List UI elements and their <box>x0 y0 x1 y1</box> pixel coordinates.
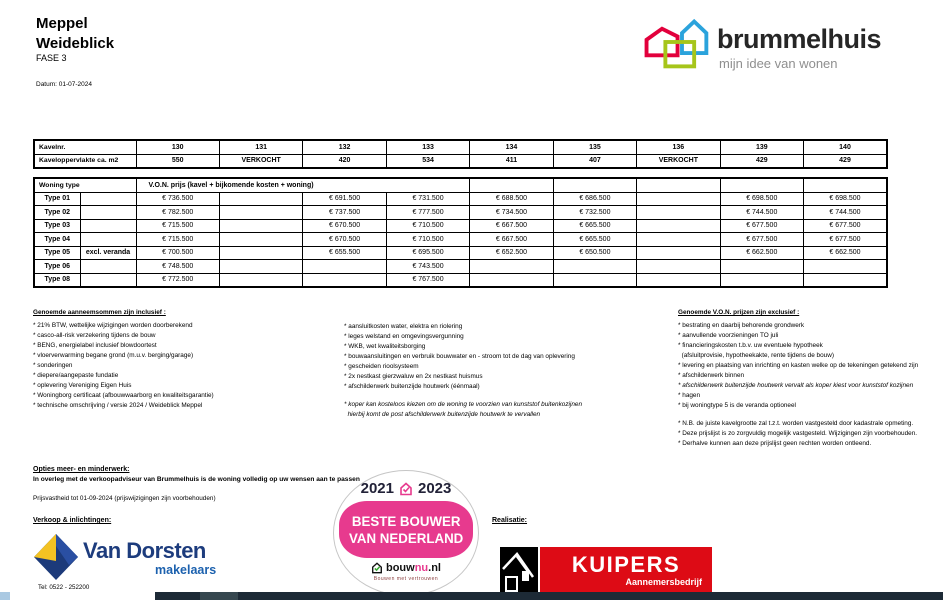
horizontal-scrollbar[interactable] <box>155 592 943 600</box>
opties-text: In overleg met de verkoopadviseur van Brummelhuis is de woning volledig op uw wensen aan te passen <box>33 476 360 483</box>
type-label: Type 06 <box>34 260 80 274</box>
note-line: * 21% BTW, wettelijke wijzigingen worden doorberekend <box>33 322 193 329</box>
kuipers-mark <box>500 547 538 594</box>
notes-included-heading: Genoemde aanneemsommen zijn inclusief : <box>33 309 166 316</box>
realisatie-heading: Realisatie: <box>492 517 528 524</box>
houses-icon <box>641 10 713 74</box>
price-cell <box>470 260 553 274</box>
logo-tagline: mijn idee van wonen <box>719 56 838 71</box>
price-cell: € 715.500 <box>136 233 219 247</box>
price-cell <box>219 260 302 274</box>
note-line: * afschilderwerk buitenzijde houtwerk vervalt als koper kiest voor kunststof kozijnen <box>678 382 914 389</box>
award-year-right: 2023 <box>418 480 452 497</box>
oppervlakte-label: Kaveloppervlakte ca. m2 <box>34 154 136 168</box>
scrollbar-corner <box>0 592 10 600</box>
price-cell: € 736.500 <box>136 192 219 206</box>
note-line: * afschilderwerk buitenzijde houtwerk (éénmaal) <box>344 383 480 390</box>
type-note <box>80 273 136 287</box>
price-cell: € 652.500 <box>470 246 553 260</box>
price-cell <box>804 260 888 274</box>
notes-middle-list <box>344 322 676 392</box>
oppervlakte-cell: 429 <box>720 154 803 168</box>
note-line: * bouwaansluitingen en verbruik bouwwater en - stroom tot de dag van oplevering <box>344 353 575 360</box>
award-year-left: 2021 <box>360 480 394 497</box>
kuipers-sub: Aannemersbedrijf <box>625 577 702 587</box>
kavelnr-label: Kavelnr. <box>34 140 136 154</box>
vandorsten-logo <box>33 531 253 583</box>
kavelnr-cell: 136 <box>637 140 720 154</box>
date-label: Datum: 01-07-2024 <box>36 81 93 88</box>
bouwnu-text: bouwnu.nl <box>385 562 441 574</box>
type-label: Type 05 <box>34 246 80 260</box>
kavelnr-row <box>34 140 887 154</box>
note-line: * Woningborg certificaat (afbouwwaarborg en kwaliteitsgarantie) <box>33 392 214 399</box>
type-note <box>80 206 136 220</box>
woning-type-label: Woning type <box>34 178 136 192</box>
price-cell: € 772.500 <box>136 273 219 287</box>
notes-middle-list-2 <box>344 400 676 420</box>
price-cell <box>219 273 302 287</box>
verkoop-heading: Verkoop & inlichtingen: <box>33 517 112 524</box>
brummelhuis-logo <box>641 8 931 78</box>
opties-heading: Opties meer- en minderwerk: <box>33 466 130 473</box>
price-cell: € 748.500 <box>136 260 219 274</box>
price-cell: € 710.500 <box>386 233 469 247</box>
price-header-row <box>34 178 887 192</box>
type-label: Type 03 <box>34 219 80 233</box>
price-cell <box>219 246 302 260</box>
kuipers-logo <box>500 547 712 594</box>
price-cell <box>637 233 720 247</box>
price-cell: € 677.500 <box>720 219 803 233</box>
tel-label: Tel: 0522 - 252200 <box>38 584 90 591</box>
price-cell: € 715.500 <box>136 219 219 233</box>
price-cell <box>219 206 302 220</box>
price-cell: € 734.500 <box>470 206 553 220</box>
note-line: (afsluitprovisie, hypotheekakte, rente tijdens de bouw) <box>678 352 834 359</box>
price-cell: € 743.500 <box>386 260 469 274</box>
price-cell: € 731.500 <box>386 192 469 206</box>
price-cell <box>219 233 302 247</box>
kuipers-nameplate <box>540 547 712 594</box>
price-cell <box>804 273 888 287</box>
price-cell <box>553 273 636 287</box>
empty-header-cell <box>470 178 553 192</box>
empty-header-cell <box>804 178 888 192</box>
notes-included <box>33 309 339 411</box>
price-cell: € 662.500 <box>720 246 803 260</box>
price-cell: € 670.500 <box>303 219 386 233</box>
price-cell: € 782.500 <box>136 206 219 220</box>
kavelnr-cell: 139 <box>720 140 803 154</box>
price-cell: € 710.500 <box>386 219 469 233</box>
logo-wordmark: brummelhuis <box>717 24 882 54</box>
type-label: Type 08 <box>34 273 80 287</box>
vandorsten-name: Van Dorsten <box>83 538 206 563</box>
note-line: * hagen <box>678 392 701 399</box>
oppervlakte-cell: 534 <box>386 154 469 168</box>
price-cell: € 677.500 <box>720 233 803 247</box>
oppervlakte-cell: 407 <box>553 154 636 168</box>
oppervlakte-cell: VERKOCHT <box>637 154 720 168</box>
note-line: * technische omschrijving / versie 2024 / Weideblick Meppel <box>33 402 203 409</box>
note-line: * Derhalve kunnen aan deze prijslijst geen rechten worden ontleend. <box>678 440 872 447</box>
notes-excluded-heading: Genoemde V.O.N. prijzen zijn exclusief : <box>678 309 800 316</box>
note-line: * koper kan kosteloos kiezen om de woning te voorzien van kunststof buitenkozijnen <box>344 401 583 408</box>
award-title-line2: VAN NEDERLAND <box>348 529 464 546</box>
type-note <box>80 260 136 274</box>
price-cell: € 667.500 <box>470 233 553 247</box>
award-years <box>333 480 479 497</box>
price-cell <box>303 260 386 274</box>
type-note: excl. veranda <box>80 246 136 260</box>
kavelnr-cell: 130 <box>136 140 219 154</box>
note-line: hierbij komt de post afschilderwerk buitenzijde houtwerk te vervallen <box>344 411 541 418</box>
price-cell: € 695.500 <box>386 246 469 260</box>
phase-label: FASE 3 <box>36 53 67 63</box>
price-cell: € 662.500 <box>804 246 888 260</box>
price-cell: € 744.500 <box>804 206 888 220</box>
price-cell: € 665.500 <box>553 219 636 233</box>
type-label: Type 04 <box>34 233 80 247</box>
note-line: * vloerverwarming begane grond (m.u.v. berging/garage) <box>33 352 194 359</box>
diamond-icon <box>33 532 80 582</box>
award-band <box>339 501 473 558</box>
price-cell: € 670.500 <box>303 233 386 247</box>
note-line: * leges welstand en omgevingsvergunning <box>344 333 464 340</box>
price-cell: € 744.500 <box>720 206 803 220</box>
kavelnr-cell: 133 <box>386 140 469 154</box>
price-cell <box>303 273 386 287</box>
type-note <box>80 192 136 206</box>
price-cell: € 732.500 <box>553 206 636 220</box>
oppervlakte-row <box>34 154 887 168</box>
type-note <box>80 219 136 233</box>
price-cell: € 691.500 <box>303 192 386 206</box>
project-city: Meppel <box>36 15 88 32</box>
notes-included-list <box>33 321 339 411</box>
note-line: * casco-all-risk verzekering tijdens de bouw <box>33 332 156 339</box>
price-cell <box>553 260 636 274</box>
note-line: * diepere/aangepaste fundatie <box>33 372 119 379</box>
notes-disclaimer-list <box>678 419 940 449</box>
price-cell: € 655.500 <box>303 246 386 260</box>
note-line: * financieringskosten t.b.v. uw eventuele hypotheek <box>678 342 823 349</box>
bouwnu-house-icon <box>371 562 383 574</box>
kuipers-name: KUIPERS <box>571 552 681 577</box>
price-row <box>34 260 887 274</box>
price-cell: € 698.500 <box>720 192 803 206</box>
price-row <box>34 206 887 220</box>
notes-excluded <box>678 309 940 449</box>
page-title <box>36 14 114 54</box>
award-badge <box>333 470 481 598</box>
note-line: * bij woningtype 5 is de veranda optioneel <box>678 402 796 409</box>
scrollbar-thumb[interactable] <box>200 592 238 600</box>
price-cell: € 667.500 <box>470 219 553 233</box>
price-cell <box>219 219 302 233</box>
note-line: * gescheiden rioolsysteem <box>344 363 419 370</box>
price-cell <box>219 192 302 206</box>
price-row <box>34 246 887 260</box>
award-title-line1: BESTE BOUWER <box>351 513 461 529</box>
note-line: * afschilderwerk binnen <box>678 372 745 379</box>
price-cell: € 677.500 <box>804 233 888 247</box>
kuipers-mark-icon <box>500 547 538 594</box>
price-cell: € 767.500 <box>386 273 469 287</box>
price-cell <box>637 260 720 274</box>
kavelnr-cell: 131 <box>219 140 302 154</box>
price-cell <box>720 260 803 274</box>
price-cell: € 698.500 <box>804 192 888 206</box>
von-header-cell: V.O.N. prijs (kavel + bijkomende kosten + woning) <box>136 178 470 192</box>
oppervlakte-cell: 420 <box>303 154 386 168</box>
price-cell <box>470 273 553 287</box>
price-row <box>34 219 887 233</box>
price-cell: € 665.500 <box>553 233 636 247</box>
note-line: * N.B. de juiste kavelgrootte zal t.z.t. worden vastgesteld door kadastrale opmeting. <box>678 420 914 427</box>
oppervlakte-cell: 550 <box>136 154 219 168</box>
price-cell: € 677.500 <box>804 219 888 233</box>
price-row <box>34 192 887 206</box>
award-house-icon <box>399 482 413 496</box>
price-cell <box>637 246 720 260</box>
note-line: * sonderingen <box>33 362 73 369</box>
kavel-table <box>33 139 888 169</box>
oppervlakte-cell: VERKOCHT <box>219 154 302 168</box>
price-row <box>34 233 887 247</box>
empty-header-cell <box>720 178 803 192</box>
price-cell: € 777.500 <box>386 206 469 220</box>
price-cell <box>637 192 720 206</box>
oppervlakte-cell: 429 <box>804 154 888 168</box>
note-line: * oplevering Vereniging Eigen Huis <box>33 382 132 389</box>
notes-middle <box>344 322 676 420</box>
note-line: * 2x nestkast gierzwaluw en 2x nestkast huismus <box>344 373 483 380</box>
price-table <box>33 177 888 288</box>
note-line: * aanvullende voorzieningen TO juli <box>678 332 779 339</box>
type-label: Type 02 <box>34 206 80 220</box>
kavelnr-cell: 134 <box>470 140 553 154</box>
note-line: * Deze prijslijst is zo zorgvuldig mogelijk vastgesteld. Wijzigingen zijn voorbehouden. <box>678 430 918 437</box>
bouwnu-logo <box>333 562 479 574</box>
bouwnu-tagline: Bouwen met vertrouwen <box>373 576 439 582</box>
price-row <box>34 273 887 287</box>
price-cell: € 686.500 <box>553 192 636 206</box>
price-cell <box>720 273 803 287</box>
note-line: * levering en plaatsing van inrichting en kasten welke op de tekeningen getekend zijn <box>678 362 919 369</box>
price-cell: € 688.500 <box>470 192 553 206</box>
note-line: * aansluitkosten water, elektra en riolering <box>344 323 463 330</box>
vandorsten-sub: makelaars <box>155 563 217 577</box>
note-line: * BENG, energielabel inclusief blowdoortest <box>33 342 157 349</box>
price-cell <box>637 219 720 233</box>
empty-header-cell <box>637 178 720 192</box>
price-cell: € 737.500 <box>303 206 386 220</box>
type-note <box>80 233 136 247</box>
price-cell <box>637 273 720 287</box>
kavelnr-cell: 140 <box>804 140 888 154</box>
kavelnr-cell: 132 <box>303 140 386 154</box>
note-line: * bestrating en daarbij behorende grondwerk <box>678 322 805 329</box>
price-validity-text: Prijsvastheid tot 01-09-2024 (prijswijzigingen zijn voorbehouden) <box>33 495 216 502</box>
oppervlakte-cell: 411 <box>470 154 553 168</box>
note-line: * WKB, wet kwaliteitsborging <box>344 343 426 350</box>
notes-excluded-list <box>678 321 940 411</box>
type-label: Type 01 <box>34 192 80 206</box>
kavelnr-cell: 135 <box>553 140 636 154</box>
project-name: Weideblick <box>36 35 115 52</box>
price-cell <box>637 206 720 220</box>
price-cell: € 700.500 <box>136 246 219 260</box>
price-cell: € 650.500 <box>553 246 636 260</box>
empty-header-cell <box>553 178 636 192</box>
